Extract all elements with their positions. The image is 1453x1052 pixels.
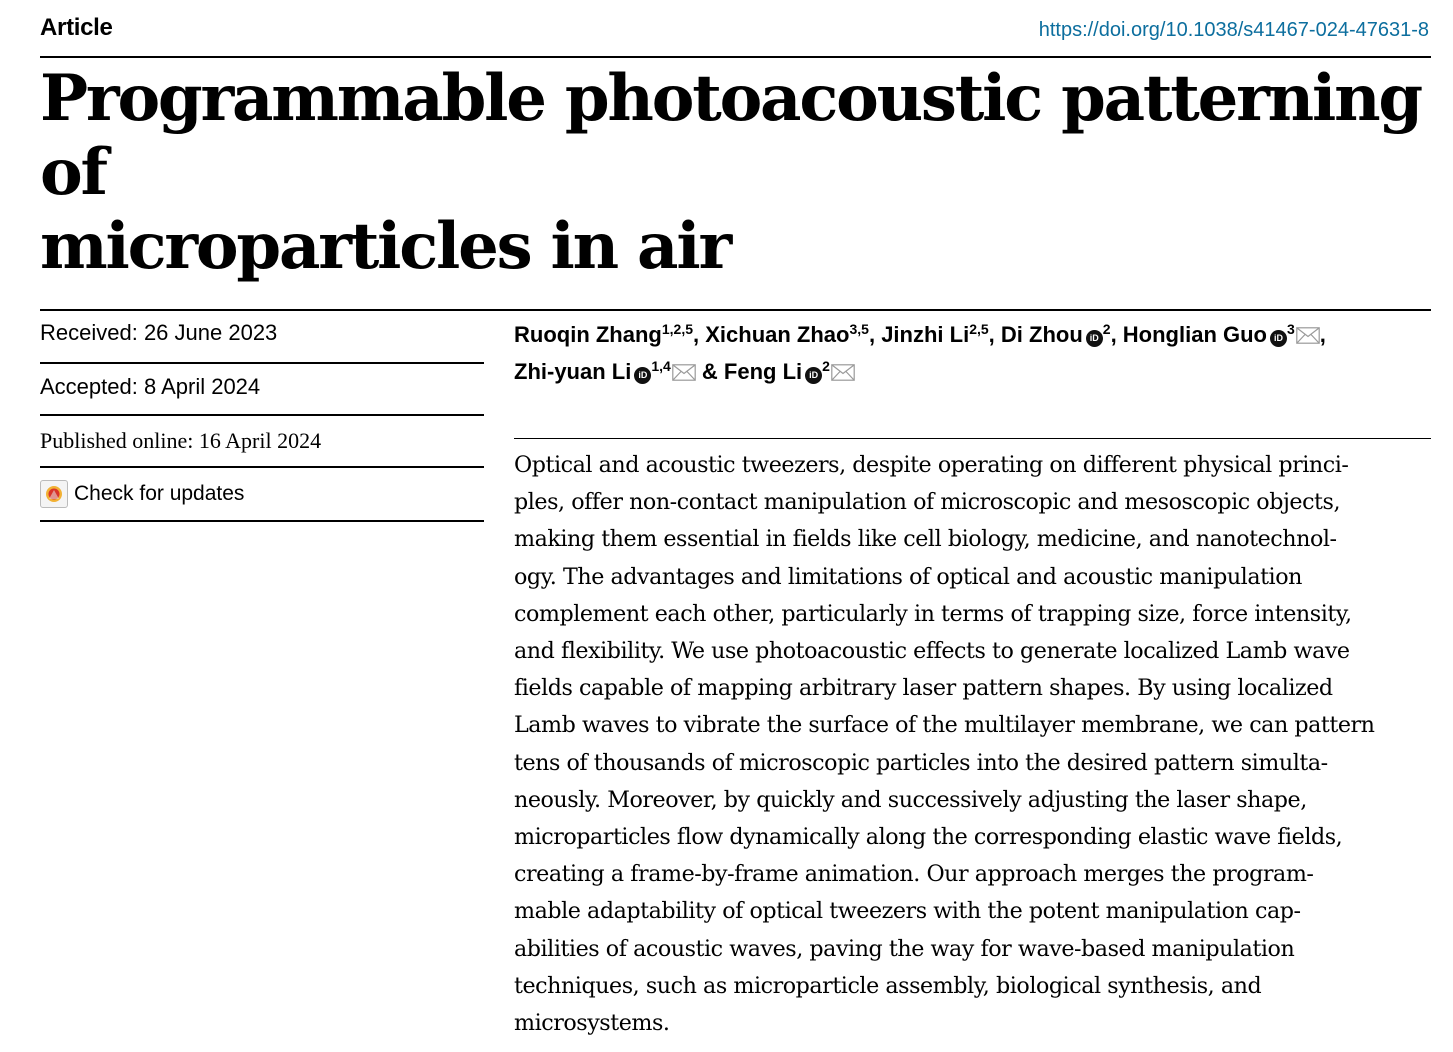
author-separator: , <box>693 322 706 347</box>
abstract-line: microsystems. <box>514 1010 670 1037</box>
author[interactable] <box>1001 322 1111 347</box>
author-name: Xichuan Zhao <box>705 322 850 347</box>
meta-divider <box>40 520 484 522</box>
meta-divider <box>40 414 484 416</box>
author[interactable] <box>514 322 693 347</box>
meta-divider <box>40 466 484 468</box>
check-updates-icon <box>40 480 68 508</box>
author-name: Feng Li <box>723 359 803 384</box>
author-affiliation: 1,2,5 <box>661 321 693 337</box>
abstract-line: ogy. The advantages and limitations of optical and acoustic manipulation <box>514 563 1302 590</box>
author-separator: , <box>868 322 882 347</box>
abstract-line: microparticles flow dynamically along the corresponding elastic wave fields, <box>514 824 1343 851</box>
author[interactable] <box>1123 322 1320 347</box>
author-name: Jinzhi Li <box>881 322 970 347</box>
abstract <box>514 447 1434 1042</box>
author-separator: , <box>1319 322 1326 347</box>
author[interactable] <box>881 322 988 347</box>
author-name: Di Zhou <box>1000 322 1083 347</box>
abstract-line: tens of thousands of microscopic particles into the desired pattern simulta- <box>514 749 1328 776</box>
abstract-line: creating a frame-by-frame animation. Our approach merges the program- <box>514 861 1314 888</box>
email-icon[interactable] <box>672 356 696 391</box>
orcid-icon[interactable]: iD <box>1086 330 1103 347</box>
title-line: microparticles in air <box>40 209 730 284</box>
orcid-icon[interactable]: iD <box>1270 330 1287 347</box>
title-divider <box>40 309 1431 311</box>
author-affiliation: 3 <box>1287 321 1295 337</box>
author[interactable] <box>514 359 696 384</box>
meta-divider <box>40 362 484 364</box>
abstract-line: fields capable of mapping arbitrary laser pattern shapes. By using localized <box>514 675 1333 702</box>
check-for-updates-button[interactable] <box>40 480 484 508</box>
author-name: Ruoqin Zhang <box>514 322 662 347</box>
check-updates-label: Check for updates <box>74 482 245 505</box>
title-line: Programmable photoacoustic patterning of <box>40 61 1421 210</box>
author-affiliation: 2 <box>822 358 830 374</box>
abstract-line: making them essential in fields like cell biology, medicine, and nanotechnol- <box>514 526 1337 553</box>
email-icon[interactable] <box>831 356 855 391</box>
author-name: Zhi-yuan Li <box>514 359 632 384</box>
abstract-line: techniques, such as microparticle assembly, biological synthesis, and <box>514 972 1262 999</box>
orcid-icon[interactable]: iD <box>805 367 822 384</box>
author-separator: , <box>1110 322 1123 347</box>
abstract-divider <box>514 438 1431 439</box>
email-icon[interactable] <box>1296 319 1320 354</box>
author-separator: & <box>695 359 724 384</box>
author-affiliation: 2,5 <box>969 321 989 337</box>
author-separator: , <box>988 322 1001 347</box>
orcid-icon[interactable]: iD <box>634 367 651 384</box>
author[interactable] <box>724 359 855 384</box>
author-affiliation: 2 <box>1102 321 1111 337</box>
author-list <box>514 317 1434 391</box>
abstract-line: Lamb waves to vibrate the surface of the multilayer membrane, we can pattern <box>514 712 1375 739</box>
received-date: Received: 26 June 2023 <box>40 320 278 345</box>
header-divider <box>40 56 1431 58</box>
accepted-date: Accepted: 8 April 2024 <box>40 374 261 399</box>
abstract-line: ples, offer non-contact manipulation of microscopic and mesoscopic objects, <box>514 489 1341 516</box>
author-name: Honglian Guo <box>1122 322 1267 347</box>
article-type-label: Article <box>40 14 113 41</box>
abstract-line: complement each other, particularly in terms of trapping size, force intensity, <box>514 600 1352 627</box>
author-affiliation: 1,4 <box>651 358 671 374</box>
abstract-line: mable adaptability of optical tweezers with the potent manipulation cap- <box>514 898 1301 925</box>
abstract-line: and flexibility. We use photoacoustic effects to generate localized Lamb wave <box>514 638 1350 665</box>
article-title <box>40 62 1440 284</box>
published-date: Published online: 16 April 2024 <box>40 428 322 453</box>
author[interactable] <box>705 322 869 347</box>
abstract-line: neously. Moreover, by quickly and successively adjusting the laser shape, <box>514 786 1307 813</box>
author-affiliation: 3,5 <box>849 321 869 337</box>
abstract-line: abilities of acoustic waves, paving the way for wave-based manipulation <box>514 935 1295 962</box>
doi-link[interactable]: https://doi.org/10.1038/s41467-024-47631-8 <box>1038 19 1429 41</box>
abstract-line: Optical and acoustic tweezers, despite operating on different physical princi- <box>514 452 1349 478</box>
